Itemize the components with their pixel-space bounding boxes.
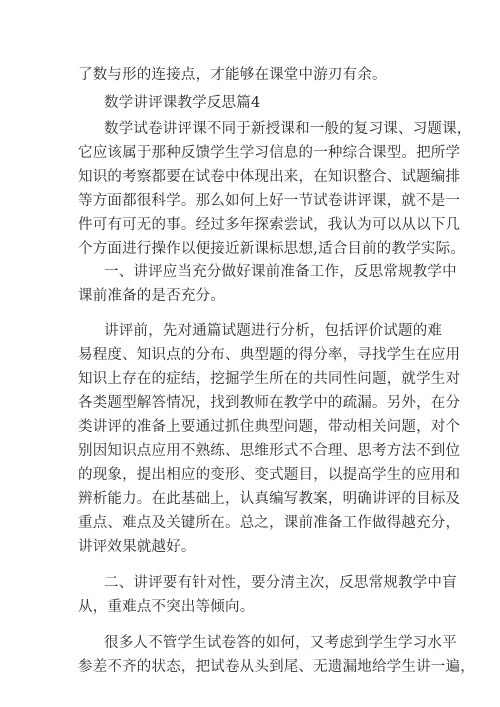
text-line: 二、讲评要有针对性，要分清主次，反思常规教学中盲 bbox=[104, 575, 457, 591]
text-line: 了数与形的连接点，才能够在课堂中游刃有余。 bbox=[78, 67, 387, 83]
section-heading: 数学讲评课教学反思篇4 bbox=[104, 95, 261, 111]
text-line: 从，重难点不突出等倾向。 bbox=[78, 599, 255, 615]
text-line: 数学试卷讲评课不同于新授课和一般的复习课、习题课， bbox=[104, 121, 472, 137]
text-line: 一、讲评应当充分做好课前准备工作，反思常规教学中 bbox=[104, 264, 457, 280]
text-line: 参差不齐的状态，把试卷从头到尾、无遗漏地给学生讲一遍， bbox=[78, 659, 475, 675]
text-line: 易程度、知识点的分布、典型题的得分率，寻找学生在应用 bbox=[78, 347, 461, 363]
text-line: 各类题型解答情况，找到教师在教学中的疏漏。另外，在分 bbox=[78, 395, 461, 411]
text-line: 很多人不管学生试卷答的如何，又考虑到学生学习水平 bbox=[104, 635, 457, 651]
text-line: 辨析能力。在此基础上，认真编写教案，明确讲评的目标及 bbox=[78, 491, 461, 507]
text-line: 重点、难点及关键所在。总之，课前准备工作做得越充分， bbox=[78, 515, 461, 531]
text-line: 课前准备的是否充分。 bbox=[78, 288, 225, 304]
text-line: 件可有可无的事。经过多年探索尝试，我认为可以从以下几 bbox=[78, 217, 461, 233]
text-line: 知识上存在的症结，挖掘学生所在的共同性问题，就学生对 bbox=[78, 371, 461, 387]
text-line: 等方面都很科学。那么如何上好一节试卷讲评课，就不是一 bbox=[78, 193, 461, 209]
text-line: 讲评效果就越好。 bbox=[78, 539, 196, 555]
text-line: 知识的考察都要在试卷中体现出来，在知识整合、试题编排 bbox=[78, 169, 461, 185]
text-line: 个方面进行操作以便接近新课标思想,适合目前的教学实际。 bbox=[78, 241, 466, 257]
text-line: 类讲评的准备上要通过抓住典型问题，带动相关问题，对个 bbox=[78, 419, 461, 435]
text-line: 别因知识点应用不熟练、思维形式不合理、思考方法不到位 bbox=[78, 443, 461, 459]
text-line: 讲评前，先对通篇试题进行分析，包括评价试题的难 bbox=[104, 323, 443, 339]
text-line: 的现象，提出相应的变形、变式题目，以提高学生的应用和 bbox=[78, 467, 461, 483]
text-line: 它应该属于那种反馈学生学习信息的一种综合课型。把所学 bbox=[78, 145, 461, 161]
